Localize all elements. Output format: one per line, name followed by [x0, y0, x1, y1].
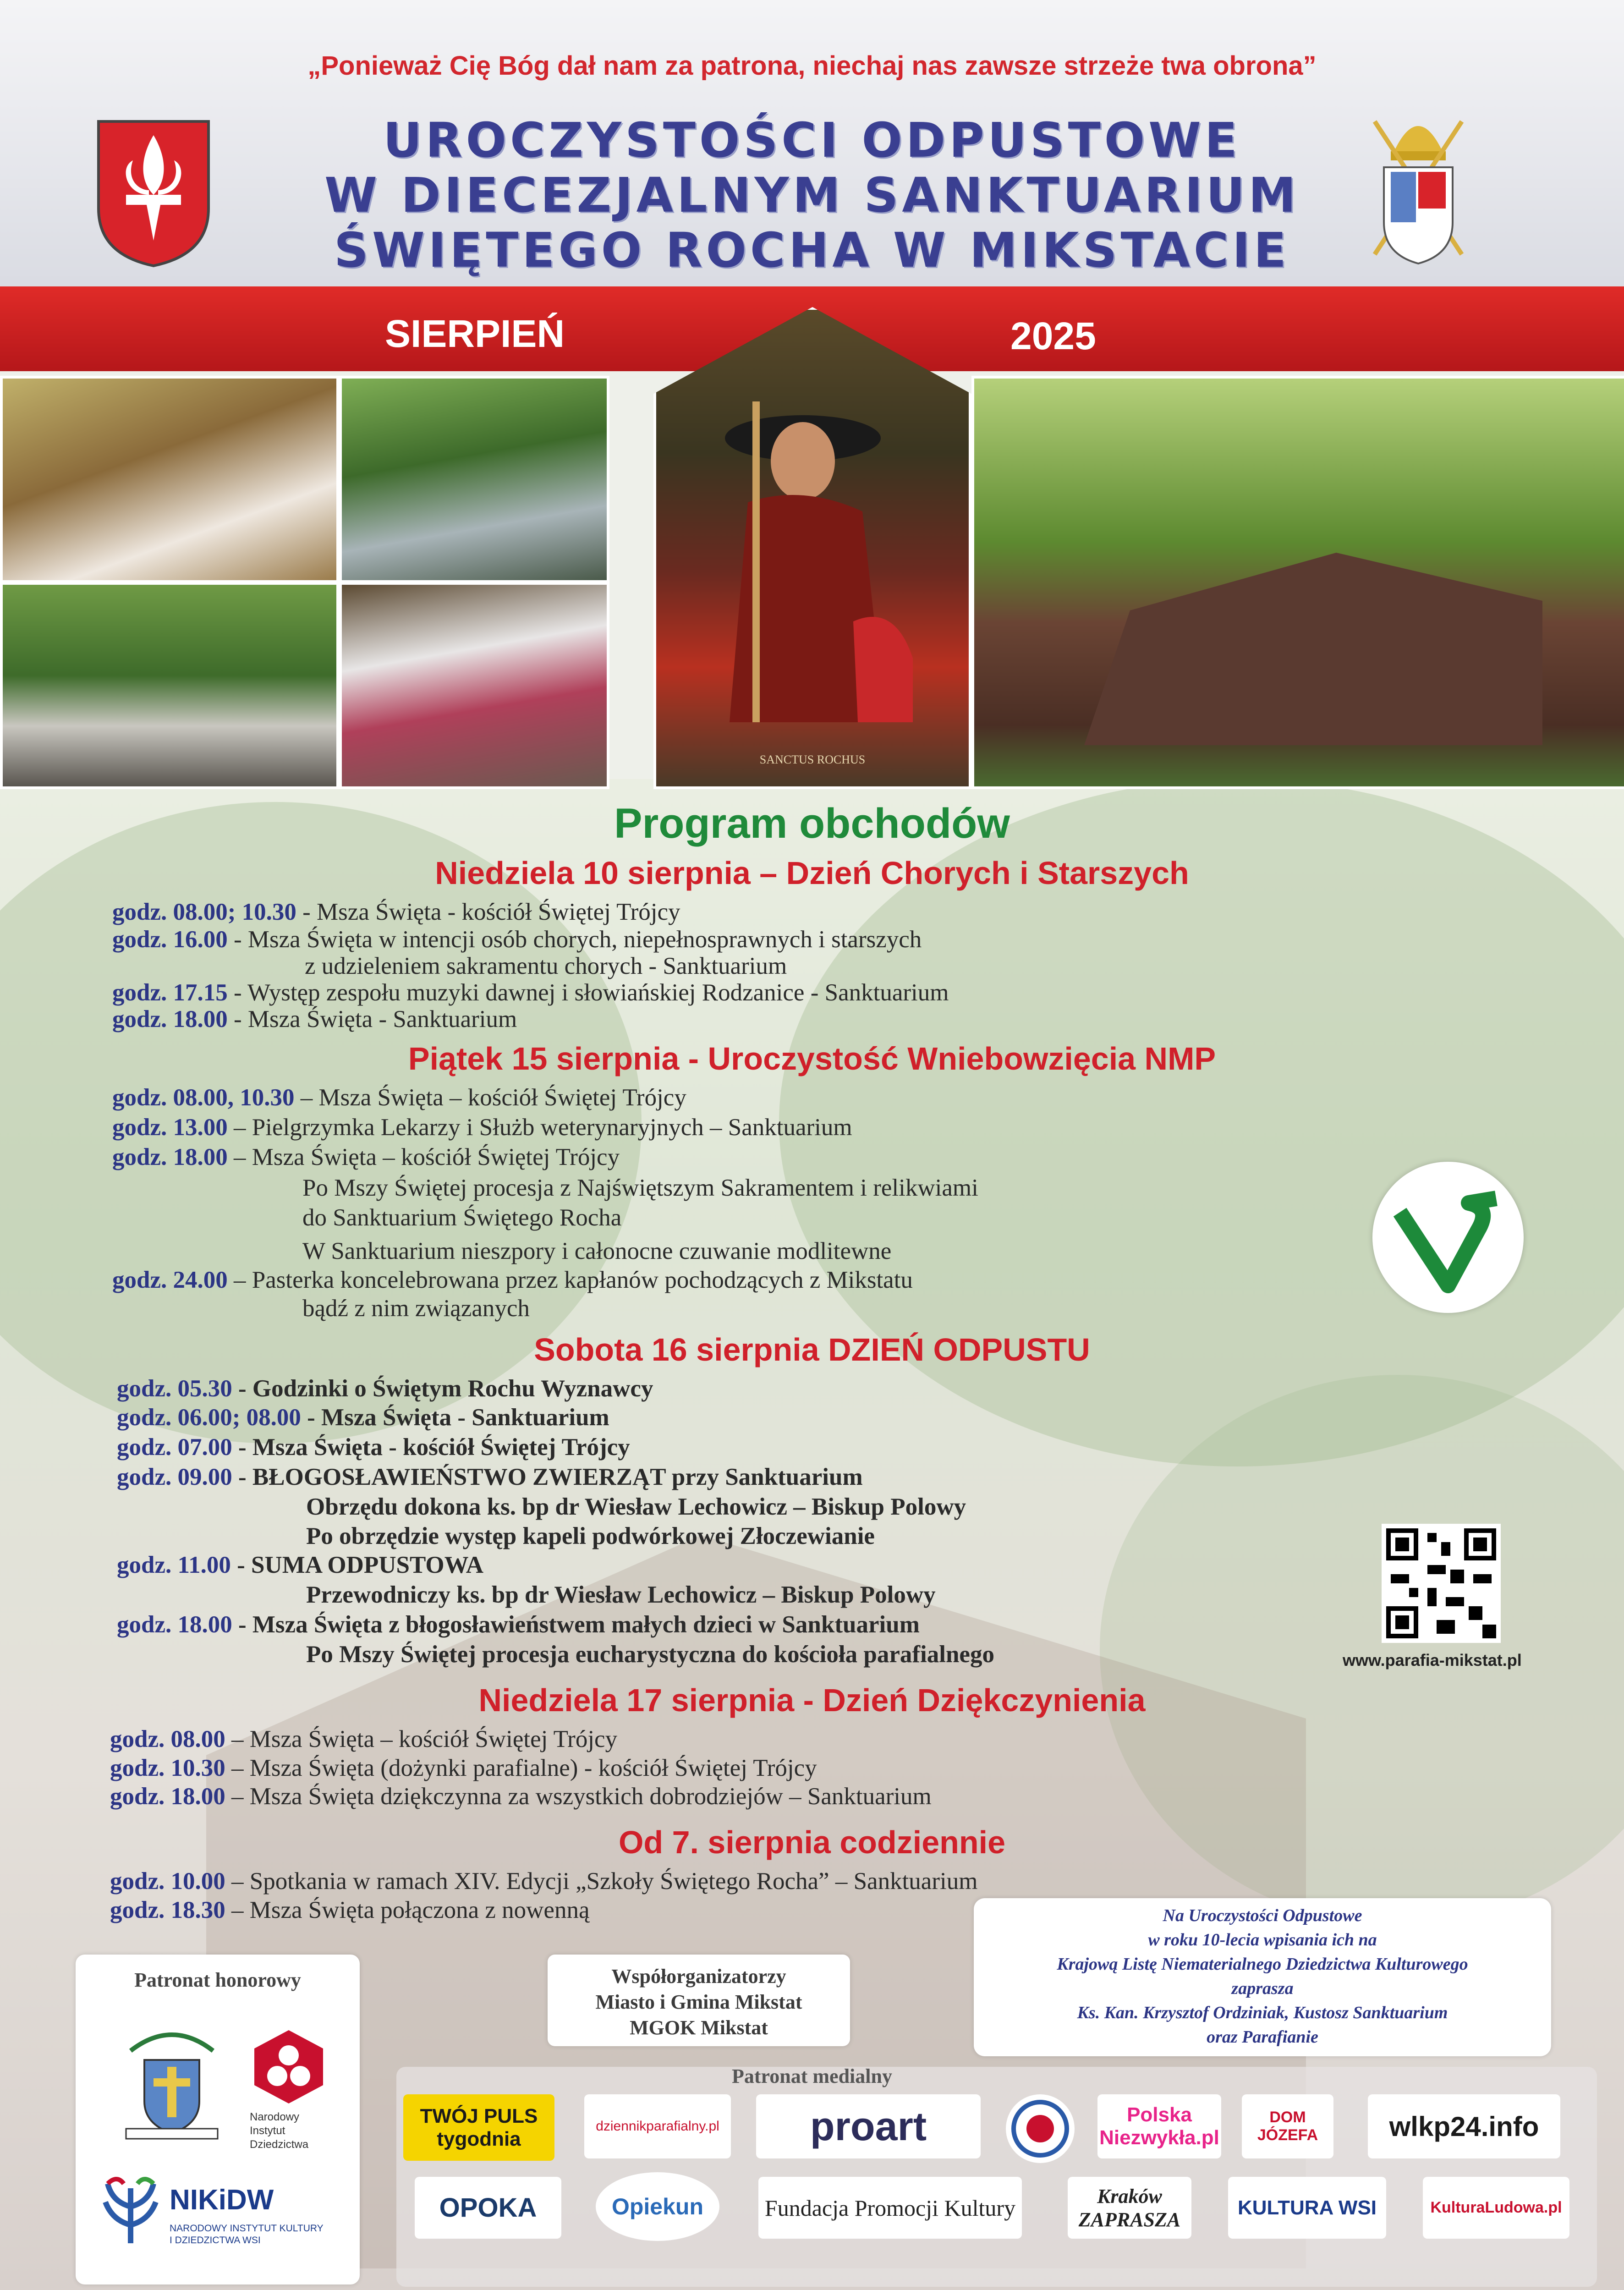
qr-code[interactable]: [1382, 1524, 1501, 1643]
schedule-row: godz. 24.00 – Pasterka koncelebrowana przez kapłanów pochodzących z Mikstatu: [112, 1267, 913, 1293]
schedule-row: godz. 17.15 - Występ zespołu muzyki dawnej i słowiańskiej Rodzanice - Sanktuarium: [112, 979, 949, 1006]
logo-dom-jozefa[interactable]: DOM JÓZEFA: [1242, 2094, 1333, 2158]
schedule-row: godz. 13.00 – Pielgrzymka Lekarzy i Służb weterynaryjnych – Sanktuarium: [112, 1114, 852, 1141]
invitation-line: Krajową Listę Niematerialnego Dziedzictwa Kulturowego: [1057, 1955, 1468, 1974]
schedule-row: godz. 18.30 – Msza Święta połączona z nowenną: [110, 1897, 590, 1923]
day-heading-3: Sobota 16 sierpnia DZIEŃ ODPUSTU: [534, 1332, 1090, 1367]
logo-dziennik-parafialny[interactable]: dziennikparafialny.pl: [584, 2094, 731, 2158]
honorary-patronage-box: [76, 1955, 360, 2285]
schedule-row: Przewodniczy ks. bp dr Wiesław Lechowicz – Biskup Polowy: [306, 1582, 936, 1608]
schedule-row: godz. 07.00 - Msza Święta - kościół Świętej Trójcy: [117, 1434, 630, 1461]
fleur-de-lis-icon: [94, 117, 213, 268]
veterinary-logo: [1372, 1162, 1524, 1313]
motto: „Ponieważ Cię Bóg dał nam za patrona, niechaj nas zawsze strzeże twa obrona”: [307, 51, 1317, 81]
day-heading-5: Od 7. sierpnia codziennie: [618, 1824, 1006, 1860]
wooden-church-shape: [1084, 553, 1542, 745]
co-organizers-title: Współorganizatorzy: [611, 1965, 786, 1988]
mikstat-coat-of-arms: [94, 117, 213, 268]
day-heading-2: Piątek 15 sierpnia - Uroczystość Wniebowzięcia NMP: [408, 1041, 1216, 1076]
logo-kultura-wsi[interactable]: KULTURA WSI: [1228, 2177, 1386, 2239]
nid-label: Narodowy Instytut Dziedzictwa: [250, 2111, 309, 2151]
co-organizer-line: Miasto i Gmina Mikstat: [595, 1991, 802, 2013]
schedule-row: godz. 08.00; 10.30 - Msza Święta - kościół Świętej Trójcy: [112, 899, 680, 925]
schedule-row: Po obrzędzie występ kapeli podwórkowej Złoczewianie: [306, 1523, 875, 1549]
schedule-row: godz. 18.00 – Msza Święta – kościół Świętej Trójcy: [112, 1144, 620, 1170]
nikidw-logo-text: NIKiDW: [170, 2184, 274, 2216]
title-line-3: ŚWIĘTEGO ROCHA W MIKSTACIE: [334, 222, 1290, 278]
schedule-row: Po Mszy Świętej procesja z Najświętszym Sakramentem i relikwiami: [302, 1175, 978, 1201]
day-heading-4: Niedziela 17 sierpnia - Dzień Dziękczynienia: [478, 1682, 1146, 1718]
schedule-row: Po Mszy Świętej procesja eucharystyczna do kościoła parafialnego: [306, 1641, 994, 1668]
schedule-row: godz. 11.00 - SUMA ODPUSTOWA: [117, 1552, 483, 1578]
logo-opoka[interactable]: OPOKA: [415, 2177, 561, 2239]
honorary-title: Patronat honorowy: [134, 1969, 301, 1991]
schedule-row: godz. 10.30 – Msza Święta (dożynki parafialne) - kościół Świętej Trójcy: [110, 1755, 817, 1781]
title-line-2: W DIECEZJALNYM SANKTUARIUM: [324, 167, 1300, 223]
schedule-row: bądź z nim związanych: [302, 1295, 530, 1322]
month-label: SIERPIEŃ: [385, 312, 565, 355]
painting-saint-roch: [653, 307, 971, 789]
logo-fundacja-promocji-kultury[interactable]: Fundacja Promocji Kultury: [758, 2177, 1022, 2239]
invitation-line: oraz Parafianie: [1207, 2027, 1318, 2047]
schedule-row: godz. 10.00 – Spotkania w ramach XIV. Edycji „Szkoły Świętego Rocha” – Sanktuarium: [110, 1868, 978, 1895]
seal-icon: [1010, 2099, 1070, 2158]
day-heading-1: Niedziela 10 sierpnia – Dzień Chorych i Starszych: [435, 855, 1189, 891]
logo-puls-tygodnia[interactable]: TWÓJ PULS tygodnia: [403, 2094, 554, 2161]
title-line-1: UROCZYSTOŚCI ODPUSTOWE: [383, 112, 1241, 168]
saint-roch-figure-icon: [656, 310, 969, 786]
photo-children-balloons: [339, 582, 609, 789]
schedule-row: godz. 16.00 - Msza Święta w intencji osób chorych, niepełnosprawnych i starszych: [112, 926, 922, 953]
schedule-row: do Sanktuarium Świętego Rocha: [302, 1204, 622, 1231]
photo-wooden-sanctuary: [971, 376, 1624, 789]
bishop-arms-icon: [1366, 103, 1471, 268]
invitation-line: Ks. Kan. Krzysztof Ordziniak, Kustosz Sanktuarium: [1077, 2003, 1448, 2022]
logo-wlkp24[interactable]: wlkp24.info: [1368, 2094, 1560, 2158]
schedule-row: godz. 09.00 - BŁOGOSŁAWIEŃSTWO ZWIERZĄT przy Sanktuarium: [117, 1464, 863, 1490]
co-organizers-box: [548, 1955, 850, 2046]
media-patronage-title: Patronat medialny: [732, 2065, 892, 2087]
logo-kultura-ludowa[interactable]: KulturaLudowa.pl: [1423, 2177, 1569, 2239]
photo-altar-mass: [0, 376, 339, 583]
year-label: 2025: [1010, 314, 1096, 357]
photo-horses-procession: [0, 582, 339, 789]
diocese-coat-of-arms: [1366, 103, 1471, 268]
schedule-row: z udzieleniem sakramentu chorych - Sanktuarium: [305, 953, 787, 979]
schedule-row: godz. 18.00 – Msza Święta dziękczynna za wszystkich dobrodziejów – Sanktuarium: [110, 1783, 932, 1810]
schedule-row: godz. 18.00 - Msza Święta z błogosławieństwem małych dzieci w Sanktuarium: [117, 1611, 920, 1638]
painting-caption: SANCTUS ROCHUS: [759, 753, 866, 766]
veterinary-snake-icon: [1372, 1162, 1524, 1313]
qr-code-icon: [1382, 1524, 1501, 1643]
website-link[interactable]: www.parafia-mikstat.pl: [1343, 1651, 1522, 1669]
logo-opiekun[interactable]: Opiekun: [596, 2172, 719, 2241]
schedule-row: godz. 08.00 – Msza Święta – kościół Świętej Trójcy: [110, 1726, 618, 1752]
schedule-row: godz. 05.30 - Godzinki o Świętym Rochu Wyznawcy: [117, 1375, 653, 1402]
nikidw-wheat-icon: [99, 2170, 163, 2248]
schedule-row: godz. 18.00 - Msza Święta - Sanktuarium: [112, 1006, 517, 1032]
schedule-row: godz. 06.00; 08.00 - Msza Święta - Sanktuarium: [117, 1404, 609, 1431]
logo-proart[interactable]: proart: [756, 2094, 981, 2158]
schedule-row: W Sanktuarium nieszpory i całonocne czuwanie modlitewne: [302, 1238, 892, 1264]
logo-krakow-zaprasza[interactable]: Kraków ZAPRASZA: [1068, 2177, 1191, 2239]
invitation-line: Na Uroczystości Odpustowe: [1163, 1906, 1362, 1925]
nikidw-subtitle: NARODOWY INSTYTUT KULTURY I DZIEDZICTWA WSI: [170, 2223, 324, 2246]
logo-seal[interactable]: [1006, 2094, 1075, 2163]
invitation-box: [974, 1898, 1551, 2056]
co-organizer-line: MGOK Mikstat: [630, 2016, 768, 2039]
invitation-line: zaprasza: [1231, 1979, 1294, 1998]
program-title: Program obchodów: [614, 800, 1010, 847]
photo-procession-crowd: [339, 376, 609, 583]
logo-polska-niezwykla[interactable]: Polska Niezwykła.pl: [1097, 2094, 1221, 2158]
schedule-row: godz. 08.00, 10.30 – Msza Święta – kościół Świętej Trójcy: [112, 1084, 686, 1111]
schedule-row: Obrzędu dokona ks. bp dr Wiesław Lechowicz – Biskup Polowy: [306, 1494, 966, 1520]
invitation-line: w roku 10-lecia wpisania ich na: [1148, 1930, 1377, 1950]
